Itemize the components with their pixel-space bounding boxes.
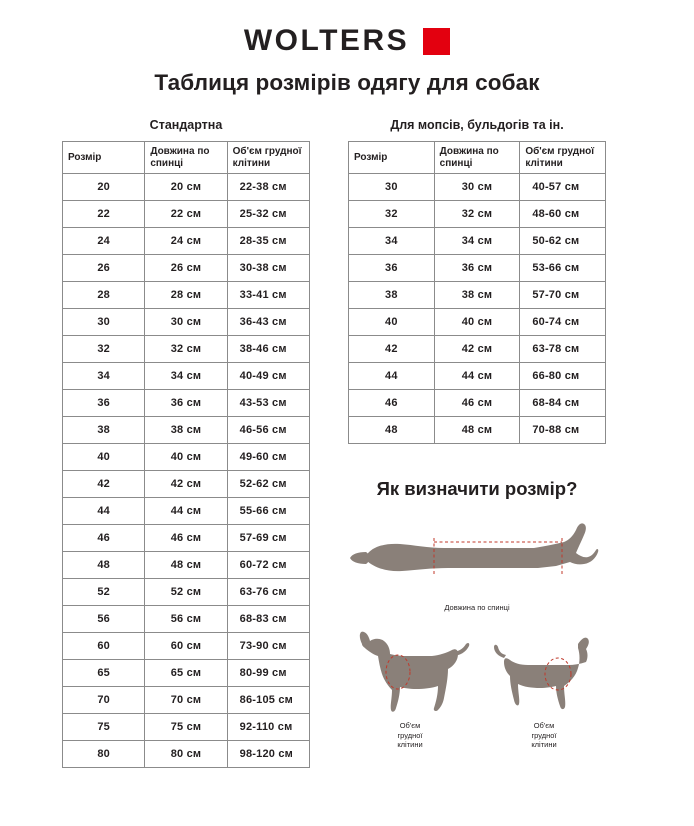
- cell-chest: 60-74 см: [520, 309, 606, 336]
- dog-large-silhouette: [360, 632, 458, 712]
- cell-back-length: 44 см: [145, 498, 227, 525]
- cell-chest: 48-60 см: [520, 201, 606, 228]
- chest-caption-large: Об'єм грудної клітини: [397, 721, 423, 750]
- dog-large-illustration: [348, 622, 472, 722]
- cell-size: 22: [63, 201, 145, 228]
- table-row: [63, 228, 310, 255]
- cell-back-length: 22 см: [145, 201, 227, 228]
- dog-top-silhouette: [366, 523, 598, 571]
- cell-size: 65: [63, 660, 145, 687]
- cell-chest: 60-72 см: [227, 552, 309, 579]
- cell-back-length: 20 см: [145, 174, 227, 201]
- table-header-row: [349, 142, 606, 174]
- back-length-caption: Довжина по спинці: [444, 603, 510, 612]
- page-title: Таблиця розмірів одягу для собак: [154, 70, 540, 95]
- size-chart-page: [0, 26, 694, 826]
- cell-chest: 46-56 см: [227, 417, 309, 444]
- cell-chest: 38-46 см: [227, 336, 309, 363]
- table-row: [349, 282, 606, 309]
- standard-table-column: [62, 118, 310, 772]
- cell-size: 75: [63, 714, 145, 741]
- cell-size: 28: [63, 282, 145, 309]
- cell-chest: 98-120 см: [227, 741, 309, 768]
- cell-back-length: 32 см: [434, 201, 520, 228]
- brand-square-icon: [423, 28, 450, 55]
- table-row: [63, 606, 310, 633]
- cell-size: 48: [63, 552, 145, 579]
- special-table-column: [348, 118, 606, 772]
- cell-size: 32: [63, 336, 145, 363]
- cell-chest: 57-69 см: [227, 525, 309, 552]
- cell-size: 42: [63, 471, 145, 498]
- cell-size: 80: [63, 741, 145, 768]
- table-row: [63, 201, 310, 228]
- standard-size-table: [62, 141, 310, 768]
- dogs-side-views: [348, 622, 606, 749]
- table-row: [349, 363, 606, 390]
- header-back-length: Довжина по спинці: [434, 142, 520, 174]
- cell-chest: 68-84 см: [520, 390, 606, 417]
- table-row: [63, 498, 310, 525]
- tables-container: [0, 118, 694, 772]
- cell-back-length: 46 см: [434, 390, 520, 417]
- cell-back-length: 24 см: [145, 228, 227, 255]
- cell-size: 32: [349, 201, 435, 228]
- dog-pug-silhouette: [504, 638, 589, 710]
- cell-back-length: 30 см: [434, 174, 520, 201]
- cell-chest: 92-110 см: [227, 714, 309, 741]
- cell-size: 44: [349, 363, 435, 390]
- special-table-caption: Для мопсів, бульдогів та ін.: [390, 118, 564, 132]
- table-row: [63, 633, 310, 660]
- cell-chest: 53-66 см: [520, 255, 606, 282]
- table-row: [349, 228, 606, 255]
- cell-back-length: 60 см: [145, 633, 227, 660]
- cell-size: 26: [63, 255, 145, 282]
- table-row: [63, 525, 310, 552]
- cell-back-length: 34 см: [145, 363, 227, 390]
- cell-size: 42: [349, 336, 435, 363]
- cell-back-length: 44 см: [434, 363, 520, 390]
- cell-chest: 80-99 см: [227, 660, 309, 687]
- dog-pug-breed-figure: [482, 622, 606, 749]
- table-row: [63, 714, 310, 741]
- chest-caption-pug: Об'єм грудної клітини: [531, 721, 557, 750]
- table-row: [63, 282, 310, 309]
- cell-chest: 55-66 см: [227, 498, 309, 525]
- table-row: [63, 309, 310, 336]
- cell-chest: 28-35 см: [227, 228, 309, 255]
- cell-back-length: 80 см: [145, 741, 227, 768]
- howto-title: Як визначити розмір?: [376, 478, 578, 499]
- cell-size: 38: [349, 282, 435, 309]
- cell-back-length: 42 см: [434, 336, 520, 363]
- cell-size: 48: [349, 417, 435, 444]
- cell-chest: 22-38 см: [227, 174, 309, 201]
- table-row: [63, 660, 310, 687]
- cell-chest: 73-90 см: [227, 633, 309, 660]
- cell-size: 60: [63, 633, 145, 660]
- table-row: [63, 687, 310, 714]
- cell-chest: 68-83 см: [227, 606, 309, 633]
- standard-table-head: [63, 142, 310, 174]
- cell-size: 46: [63, 525, 145, 552]
- cell-size: 40: [349, 309, 435, 336]
- cell-size: 24: [63, 228, 145, 255]
- table-row: [349, 309, 606, 336]
- special-table-body: [349, 174, 606, 444]
- header-chest: Об'єм грудної клітини: [227, 142, 309, 174]
- cell-chest: 70-88 см: [520, 417, 606, 444]
- cell-chest: 57-70 см: [520, 282, 606, 309]
- table-header-row: [63, 142, 310, 174]
- table-row: [63, 444, 310, 471]
- cell-size: 20: [63, 174, 145, 201]
- cell-chest: 30-38 см: [227, 255, 309, 282]
- cell-back-length: 36 см: [145, 390, 227, 417]
- cell-size: 34: [63, 363, 145, 390]
- cell-back-length: 65 см: [145, 660, 227, 687]
- measurement-figures: [348, 512, 606, 772]
- cell-back-length: 38 см: [434, 282, 520, 309]
- table-row: [349, 336, 606, 363]
- cell-back-length: 70 см: [145, 687, 227, 714]
- cell-back-length: 42 см: [145, 471, 227, 498]
- table-row: [63, 579, 310, 606]
- brand-logo: [0, 26, 694, 56]
- header-size: Розмір: [349, 142, 435, 174]
- cell-size: 30: [63, 309, 145, 336]
- standard-table-caption: Стандартна: [149, 118, 223, 132]
- cell-back-length: 52 см: [145, 579, 227, 606]
- cell-chest: 33-41 см: [227, 282, 309, 309]
- cell-back-length: 46 см: [145, 525, 227, 552]
- cell-back-length: 32 см: [145, 336, 227, 363]
- cell-back-length: 28 см: [145, 282, 227, 309]
- table-row: [349, 201, 606, 228]
- cell-chest: 50-62 см: [520, 228, 606, 255]
- cell-size: 38: [63, 417, 145, 444]
- cell-chest: 66-80 см: [520, 363, 606, 390]
- cell-back-length: 75 см: [145, 714, 227, 741]
- cell-back-length: 36 см: [434, 255, 520, 282]
- cell-back-length: 26 см: [145, 255, 227, 282]
- cell-chest: 36-43 см: [227, 309, 309, 336]
- cell-back-length: 34 см: [434, 228, 520, 255]
- header-chest: Об'єм грудної клітини: [520, 142, 606, 174]
- cell-size: 56: [63, 606, 145, 633]
- table-row: [63, 336, 310, 363]
- cell-size: 44: [63, 498, 145, 525]
- cell-size: 70: [63, 687, 145, 714]
- cell-size: 36: [349, 255, 435, 282]
- special-size-table: [348, 141, 606, 444]
- table-row: [63, 363, 310, 390]
- table-row: [63, 471, 310, 498]
- cell-back-length: 40 см: [434, 309, 520, 336]
- cell-size: 36: [63, 390, 145, 417]
- dog-large-breed-figure: [348, 622, 472, 749]
- table-row: [349, 255, 606, 282]
- table-row: [349, 417, 606, 444]
- cell-back-length: 48 см: [145, 552, 227, 579]
- dog-pug-tail: [494, 645, 506, 658]
- cell-back-length: 38 см: [145, 417, 227, 444]
- table-row: [63, 552, 310, 579]
- cell-chest: 25-32 см: [227, 201, 309, 228]
- dog-pug-illustration: [482, 622, 606, 722]
- header-size: Розмір: [63, 142, 145, 174]
- table-row: [63, 390, 310, 417]
- cell-chest: 86-105 см: [227, 687, 309, 714]
- cell-chest: 63-76 см: [227, 579, 309, 606]
- dog-top-view-illustration: [348, 512, 606, 602]
- cell-size: 52: [63, 579, 145, 606]
- table-row: [63, 255, 310, 282]
- header-back-length: Довжина по спинці: [145, 142, 227, 174]
- cell-chest: 40-49 см: [227, 363, 309, 390]
- table-row: [63, 741, 310, 768]
- standard-table-body: [63, 174, 310, 768]
- cell-size: 34: [349, 228, 435, 255]
- cell-back-length: 40 см: [145, 444, 227, 471]
- table-row: [63, 174, 310, 201]
- cell-size: 40: [63, 444, 145, 471]
- cell-back-length: 30 см: [145, 309, 227, 336]
- cell-chest: 52-62 см: [227, 471, 309, 498]
- table-row: [349, 390, 606, 417]
- brand-name: WOLTERS: [243, 24, 410, 57]
- cell-size: 30: [349, 174, 435, 201]
- special-table-head: [349, 142, 606, 174]
- cell-chest: 40-57 см: [520, 174, 606, 201]
- dog-top-head: [350, 552, 369, 564]
- cell-back-length: 48 см: [434, 417, 520, 444]
- cell-chest: 63-78 см: [520, 336, 606, 363]
- cell-chest: 43-53 см: [227, 390, 309, 417]
- table-row: [349, 174, 606, 201]
- cell-back-length: 56 см: [145, 606, 227, 633]
- cell-chest: 49-60 см: [227, 444, 309, 471]
- cell-size: 46: [349, 390, 435, 417]
- table-row: [63, 417, 310, 444]
